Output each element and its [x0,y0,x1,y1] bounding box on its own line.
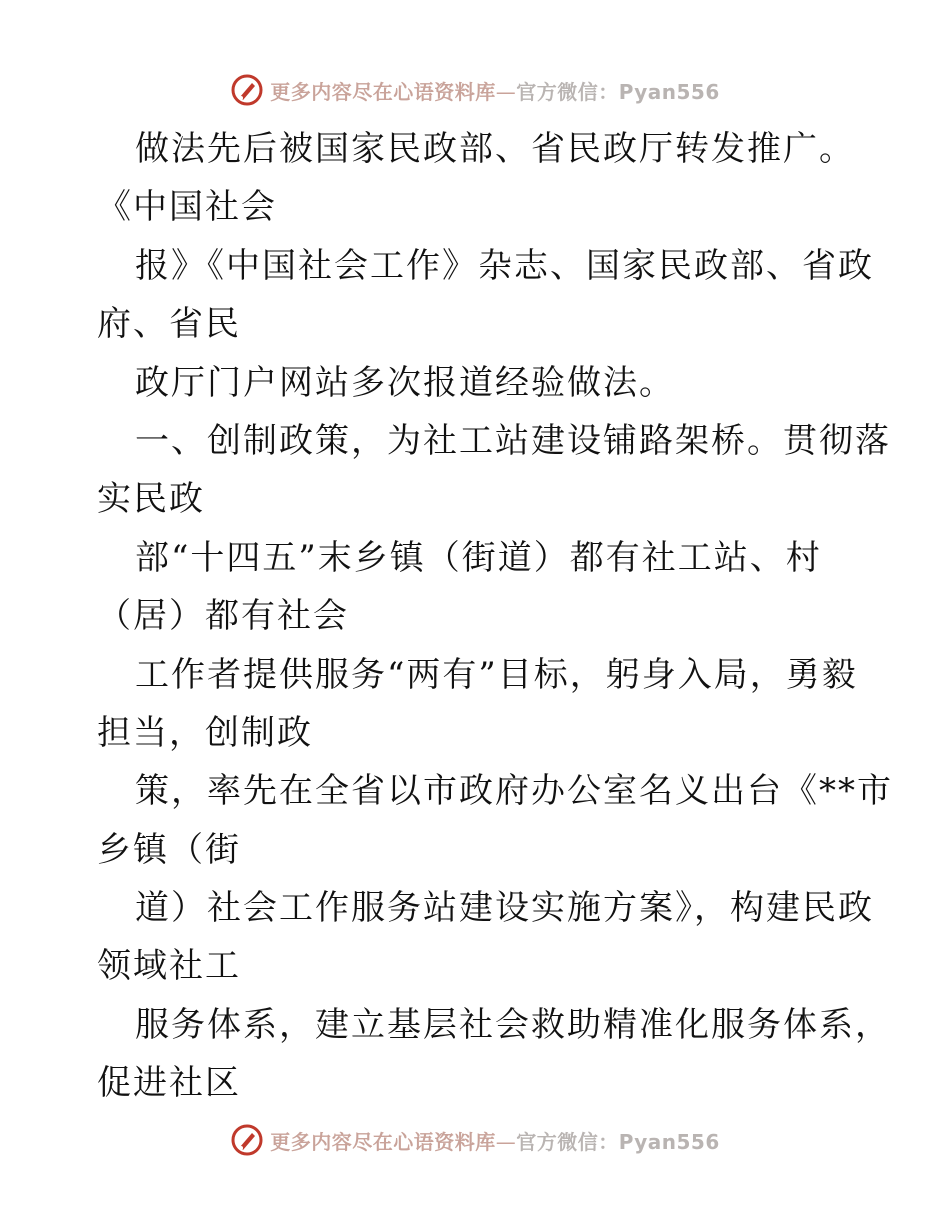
text-line: 做法先后被国家民政部、省民政厅转发推广。 [135,129,855,169]
pen-nib-seal-icon [230,1123,264,1157]
banner-separator: — [495,79,517,104]
text-line: 乡镇（街 [97,829,241,870]
text-line: 一、创制政策，为社工站建设铺路架桥。贯彻落 [135,420,891,461]
text-line: 担当，创制政 [97,712,313,753]
banner-contact: 官方微信：Pyan556 [516,1129,720,1154]
text-line: 《中国社会 [97,187,277,228]
text-line: （居）都有社会 [97,596,349,637]
text-line: 政厅门户网站多次报道经验做法。 [135,362,675,403]
header-watermark-banner [0,70,950,110]
text-line: 报》《中国社会工作》杂志、国家民政部、省政 [135,245,874,286]
banner-separator: — [495,1129,517,1154]
banner-contact: 官方微信：Pyan556 [516,79,720,104]
text-line: 领域社工 [97,946,241,987]
text-line: 府、省民 [97,304,241,345]
text-line: 部“十四五”末乡镇（街道）都有社工站、村 [135,537,822,578]
text-line: 策，率先在全省以市政府办公室名义出台《**市 [135,771,893,812]
pen-nib-seal-icon [230,73,264,107]
banner-brand: 更多内容尽在心语资料库 [270,1129,496,1154]
text-line: 道）社会工作服务站建设实施方案》，构建民政 [135,888,874,929]
text-line: 工作者提供服务“两有”目标，躬身入局，勇毅 [135,654,858,695]
text-line: 服务体系，建立基层社会救助精准化服务体系， [135,1004,891,1045]
banner-brand: 更多内容尽在心语资料库 [270,79,496,104]
text-line: 实民政 [97,479,205,520]
banner-text [270,1126,720,1155]
banner-text [270,76,720,105]
footer-watermark-banner [0,1120,950,1160]
text-line: 促进社区 [97,1063,241,1104]
document-body [97,120,893,1113]
